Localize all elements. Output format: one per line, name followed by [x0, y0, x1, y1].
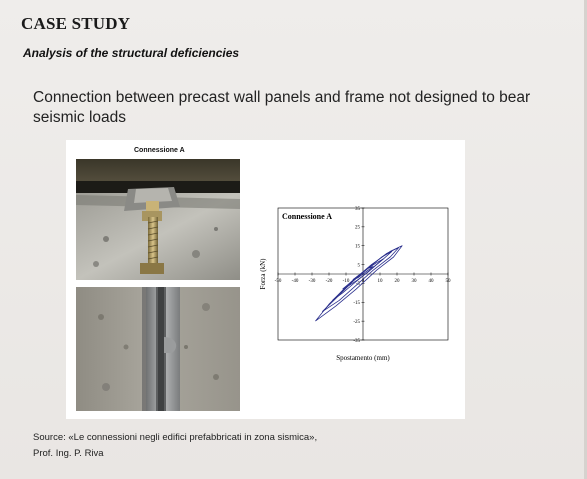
chart-ylabel: Forza (kN) [259, 258, 267, 290]
source-citation [33, 430, 317, 462]
chart-y-tick-label: -15 [353, 301, 360, 307]
connection-photo-channel [76, 287, 240, 411]
chart-x-tick-label: 30 [411, 279, 417, 284]
chart-y-tick-label: 5 [357, 263, 360, 269]
hysteresis-chart [258, 202, 458, 367]
chart-x-tick-label: 10 [377, 279, 383, 284]
slide-subtitle: Analysis of the structural deficiencies [23, 46, 240, 60]
figure-panel [66, 140, 465, 419]
chart-x-tick-label: -40 [291, 279, 299, 284]
chart-axes [275, 207, 451, 344]
chart-y-tick-label: -25 [353, 319, 360, 325]
source-line-2: Prof. Ing. P. Riva [33, 448, 104, 459]
connection-photo-bolt [76, 159, 240, 280]
source-line-1: Source: «Le connessioni negli edifici prefabbricati in zona sismica», [33, 432, 318, 443]
chart-xlabel: Spostamento (mm) [336, 354, 390, 362]
chart-x-tick-label: -50 [274, 279, 282, 284]
chart-y-tick-label: 25 [355, 225, 360, 231]
chart-y-tick-label: 15 [355, 244, 360, 250]
chart-title: Connessione A [282, 212, 333, 221]
chart-x-tick-label: -30 [308, 279, 316, 284]
chart-y-tick-label: -35 [353, 338, 360, 344]
chart-series-line [322, 248, 399, 312]
slide-title: CASE STUDY [21, 14, 131, 33]
photo-caption: Connessione A [134, 147, 185, 154]
chart-y-tick-label: -5 [355, 282, 360, 288]
chart-x-tick-label: 20 [394, 279, 400, 284]
chart-x-tick-label: 40 [428, 279, 434, 284]
chart-x-tick-label: -20 [325, 279, 333, 284]
chart-x-tick-label: 0 [361, 279, 365, 284]
chart-x-tick-label: 50 [445, 279, 451, 284]
chart-y-tick-label: 35 [355, 206, 360, 212]
slide-body-text: Connection between precast wall panels and frame not designed to bear seismic loads [33, 89, 531, 126]
chart-x-tick-label: -10 [342, 279, 350, 284]
